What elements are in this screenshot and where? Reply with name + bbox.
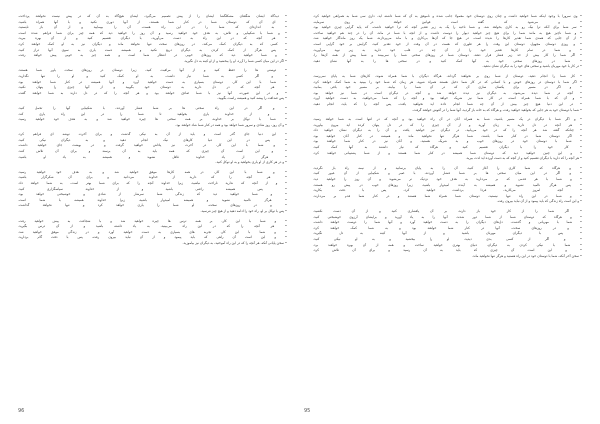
text-line: • و هرگاه که شما کاری را آغاز کنید، آن را به پایان برسانید و از نیمه راه باز نگردید. xyxy=(313,165,582,170)
text-line: • اگر در این میان کسی شما را آزرد، او را ببخشید و از او کینه به دل نگیرید. xyxy=(183,58,287,63)
text-line: • و این است راه زندگی که باید پیمود و از آن نباید بیرون رفت. xyxy=(496,199,582,204)
text-line: • پس صداقت را پیشه کنید و همیشه راست بگویید. xyxy=(217,96,287,101)
text-line: • و می‌شود که گفته است قوانین خواهد در روی سرمایه. xyxy=(313,19,582,24)
text-line: • و در روزهای سخت، آنها در کنار شما خواهند بود و به شما کمک خواهند کرد. xyxy=(313,225,582,230)
text-line: • از آن جایی که همه‌ی شما تقدیر کارها را ندیده است، در هیچ جا که آن‌ها بی‌کاری و با ماند می‌پردازند، شما یک روز ماندگار خواهید شد. xyxy=(313,36,582,41)
text-line: • هرگز از یاد خداوند غافل نشوید و همیشه به یاد او باشید. xyxy=(18,154,287,159)
text-line: • شما با این کار، دوستان بسیاری به دست خواهید آورد و آنها همیشه در کنار شما خواهند بود. xyxy=(18,79,287,84)
text-line: • و اگر کسی به شما نیاز داشت، به او کمک کنید و او را تنها نگذارید. xyxy=(18,73,287,78)
text-line: • و اگر در مسیر برای یکسان سازی آن که در آن شما را بیابند، بر مسیر خود باقی بمانید. xyxy=(313,85,582,90)
right-page xyxy=(313,14,582,402)
text-line: • و شما با این کار، بر همه ترس ها چیره خواهید شد و با شجاعت به پیش خواهید رفت. xyxy=(18,218,287,223)
text-line: • و در این صورت، آنها نیز با شما صادق خواهند بود و هر آنچه را که در دل دارند به شما خواهند گفت. xyxy=(18,90,287,95)
text-line: • اگر شما با دوستان در روزهای خوش و با کسانی که در کار شما دخیل هستند همراه شوید، هر زمان که شما خود را ببینید به شما کمک خواهند کرد. xyxy=(313,79,582,84)
text-line: • پس با دیگران مهربان باشید و از آنها کینه به دل نگیرید. xyxy=(313,231,582,236)
right-page-text xyxy=(313,14,582,259)
text-line: • و شما با این کار، تجربه های بسیاری به دست خواهید آورد و در زندگی موفق خواهید شد. xyxy=(18,229,287,234)
text-line: • ای آن که دوستان شما در کنار شما هستند، از آنها دوری نکنید و با آنها همراه باشید. xyxy=(18,19,287,24)
text-line: • به اندازه‌ای که شما را در این راه هست، آن را بپیمایید و از آن باز نایستید. xyxy=(18,25,287,30)
text-line: • شما با توکل بر خداوند، بر همه سختی ها چیره خواهید شد و به هدف خود خواهید رسید. xyxy=(18,117,287,122)
text-line: • و این است آن چیزی که همه باید به آن برسند و برای آن تلاش کنند. xyxy=(18,149,287,154)
text-line: • دوستی ها را حفظ کنید و از آنها مراقبت کنید، زیرا دوستان در روزهای سخت یاور شما هستند. xyxy=(18,68,287,73)
text-line: • سخن آخر آنکه، شما با دوستان خود در این راه هستید و هرگز تنها نخواهید ماند. xyxy=(471,253,582,258)
text-line: • پس همیشه راضی باشید و از خداوند سپاسگزاری کنید. xyxy=(18,186,287,191)
left-page-text xyxy=(18,14,287,247)
text-line: • شما با دوستان خود در روزهای خوب و بد شریک هستید، و آنان نیز در کنار شما خواهند بود. xyxy=(313,139,582,144)
text-line: • هر آنچه که در دل دارید به دوستان خود بگویید و از آنها چیزی را پنهان نکنید. xyxy=(18,85,287,90)
text-line: • هر آنچه در دل دارید به زبان آورید و از آن چیزی را که در دل پنهان کرده اید بیرون بیاورید. xyxy=(313,122,582,127)
text-line: • شما با نیکی کردن به دیگران، دنیای بهتری خواهید ساخت و همه از آن بهره خواهند برد. xyxy=(313,242,582,247)
left-page-number: 96 xyxy=(18,408,25,414)
text-line: • و شما با این کار، در آخرت نیز پاداش خواهید گرفت و در بهشت جای خواهید داشت. xyxy=(18,143,287,148)
text-line: • و آن روز، روز شادی و سرور شما خواهد بود و همه در کنار شما شاد خواهند بود. xyxy=(175,122,287,127)
text-line: • و این است آن راهی که باید پیمود و از آن نباید بیرون رفت، پس با دقت گام بردارید. xyxy=(18,235,287,240)
text-line: • و هرگاه که دوستان شما از شما دور شدند، آنها را به یاد آورید و برایشان آرزوی خوشبختی کنید. xyxy=(313,214,582,219)
text-line: • هر آنچه را که در این راه می‌بینید، به یاد داشته باشید و از آن درس بگیرید. xyxy=(18,224,287,229)
text-line: • هر آنچه را که دارید با دیگران تقسیم کنید و از آنچه که به دست آورده اید لذت ببرید. xyxy=(465,156,582,161)
text-line: • وی سرورا با وجود اینکه شما خواهید داشت و چنان روی دوستان خود معمولا جانب شده و ناموفق به آن که شما داشته اید، داری سی شما به همراهی خواهید کرد. xyxy=(313,14,582,18)
text-line: • شما با دوستان خود به هر جایی که بخواهید خواهید رفت، و هرگاه که به خانه باز گردید، آنها شما را در آغوش خواهند گرفت. xyxy=(412,107,582,112)
text-line: • کار خود را با دیگران تقسیم کنید و هرگاه که نیاز داشتند به آنها کمک کنید. xyxy=(313,145,582,150)
text-line: • چنانکه گفته شد هر آنچه را که در خود می‌یابید، در دیگران نیز خواهید یافت و آن را به دیگران نشان خواهید داد. xyxy=(313,128,582,133)
text-line: • و شما خواهید دید که زندگی شما سرشار از شادی و خوشبختی خواهد بود. xyxy=(18,192,287,197)
text-line: • این دنیا جای گذر است و باید از آن به نیکی گذشت و برای آخرت توشه ای فراهم کرد. xyxy=(18,132,287,137)
text-line: • و در هر کاری از او یاری بخواهید و به او توکل کنید. xyxy=(215,160,287,165)
text-line: • و اگر در این راه سختی ها بر شما فشار آوردند، با شکیبایی آنها را تحمل کنید. xyxy=(18,105,287,110)
text-line: • و شما در این راه تنها نیستید، دوستان شما همراه شما هستند و در کنار شما قدم بر می‌دارند. xyxy=(313,193,582,198)
text-line: • و آن که با شما همراه است، در کار شما نیز شریک خواهد بود و آنچه را که شما می‌خواهید، به دست خواهید آورد. xyxy=(313,96,582,101)
text-line: • در این دنیا هیچ چیز بیش از آن چه شما انجام داده اید نخواهید یافت، پس آنچه را که باید، انجام دهید. xyxy=(313,101,582,106)
text-line: • آنچه در شما دیده می‌شود، به دیگران نیز دیده خواهد شد و آنچه در دیگران است، در شما نیز خواهد بود. xyxy=(313,90,582,95)
text-line: • و شما در تمام کارها تقدیر خود را از آن چه در قلب خود دارید به زیر نوید می‌آورید. xyxy=(313,47,582,52)
text-line: • و اگر شما با دیگران در یک مسیر باشید، شما به همراه آنان در آن راه خواهید بود و آنچه که در انتها است به شما خواهد رسید. xyxy=(313,117,582,122)
text-line: • و شما با هر قدمی که بر می‌دارید به هدف خود نزدیک تر می‌شوید و آن روز را خواهید دید. xyxy=(313,177,582,182)
text-line: • و شما با شکیبایی و تلاش، به هدف خود خواهید رسید و آن روز را خواهید دید که همه چیز برای شما فراهم شده است. xyxy=(18,30,287,35)
text-line: • پس هرگز ناامید نشوید و همیشه به آینده امیدوار باشید، زیرا روزهای خوب در پیش رو هستند. xyxy=(313,182,582,187)
text-line: • در کار با خود مهربان باشید و سختی های خود را به دیگران نشان ندهید. xyxy=(482,64,582,69)
text-line: • هرگز ناامید نشوید و همیشه امیدوار باشید، زیرا خداوند همیشه با شما است. xyxy=(18,197,287,202)
text-line: • دیدگاه ایشان شگفتان مشکلگشا ایشان را از پیش تصمیم می‌گیرد، ایشان هیچ‌گاه به آن که در پیش نیست نخواهند پرداخت. xyxy=(18,14,287,18)
text-line: • پس با توکل بر او، راه خود را ادامه دهید و از هیچ چیز نترسید. xyxy=(200,209,287,213)
text-line: • شما با مهربانی و گذشت، دل‌های دیگران را به دست خواهید آورد و آنها شما را دوست خواهند داشت. xyxy=(313,220,582,225)
right-page-number: 95 xyxy=(304,408,311,414)
text-line: • و شما ناچیز هیچ به مانند شما را برای هیچ چیز خواهید دیوار را دوست داشت و از انچه با شما در ماند، آن را در چند هم خواهید ساخت. xyxy=(313,30,582,35)
text-line: • اگر دوستان شما در کنار شما باشند، شما هرگز تنها نخواهید ماند و همیشه در کنار آنان خواهید بود. xyxy=(313,133,582,138)
text-line: • و شما با این کار، در همه کارها موفق خواهید شد و به هدف خود خواهید رسید. xyxy=(18,169,287,174)
left-page xyxy=(18,14,287,402)
text-line: • و در روزهای سخت، او شما را یاری خواهد کرد و تنها نخواهد گذاشت. xyxy=(18,203,287,208)
text-line: • پس در این دنیا کارهای نیک انجام دهید و به دیگران نیکی کنید. xyxy=(18,137,287,142)
text-line: • آنچه امروز می‌کارید، فردا برداشت خواهید کرد، پس با دقت بکارید. xyxy=(313,188,582,193)
text-line: • و شما خواهید دید که روزهای خوبی در انتظار شما است و همه چیز به خوبی پیش خواهد رفت. xyxy=(18,53,287,58)
text-line: • پس هرگز از کمک کردن به دیگران دریغ نکنید و همیشه دست یاری به سوی آنها دراز کنید. xyxy=(18,47,287,52)
text-line: • کار شما را انجام دهید، دوستان از شما روی بر نخواهند گرداند، هرگاه دیگران با شما همراه شوند، کارهای شما به پایان نمی‌رسد. xyxy=(313,73,582,78)
text-line: • و این چنین خواهید دید که دوستان شما همیشه در کنار شما هستند و از شما پشتیبانی خواهند کرد. xyxy=(313,150,582,155)
text-line: • کسی که به دیگران کمک می‌کند، در روزهای سخت تنها نخواهد ماند و دیگران نیز به او کمک خواهند کرد. xyxy=(18,41,287,46)
text-line: • و از خداوند یاری بخواهید تا شما را در این راه یاری کند. xyxy=(18,111,287,116)
text-line: • شما در روزهای سختی خود به آنها کمک کنید و در سختی ها را به آنها نشان دهید. xyxy=(313,58,582,63)
text-line: • اگر شما را از کار خود باز دارند، بر آن پافشاری کنید و از آن دست نکشید. xyxy=(313,209,582,213)
text-line: • و اگر از کسی بدی دیدید، او را ببخشید و به او نیکی کنید. xyxy=(313,236,582,241)
text-line: • سر شما برای آنکه ترا نیک رو به کاری بخواهد شد، و شما ناحیه را یک به زیر تقدیر آنچه که ترا خواهید داشت، که پایه گرایی چیزی خواهید بود. xyxy=(313,25,582,30)
text-line: • و این است آن چیزی که باید به آن رسید و برای آن تلاش کرد. xyxy=(313,248,582,253)
text-line: • هر آنچه که در این راه به دست می‌آورید، با دیگران تقسیم کنید و از آن بهره ببرید. xyxy=(18,36,287,41)
text-line: • سخن پایانی آنکه، هر آنچه را که در این راه آموختید، به دیگران نیز بیاموزید. xyxy=(182,240,287,245)
text-line: • و اگر در این میان سختی ها بر شما فشار آوردند، با صبر و شکیبایی از آن عبور کنید. xyxy=(313,171,582,176)
text-line: • و از آنچه که ندارید ناراحت نباشید، زیرا خداوند آنچه را که برای شما بهتر است، به شما خواهد داد. xyxy=(18,181,287,186)
text-line: • اگر شما را کار بیش از حد زیر فشار قرار دهند، دوستان شما در روزهای سختی شما را نمی‌بینند و شما پیش از همه آن‌ها را. xyxy=(313,53,582,58)
text-line: • و روزی دوستان مجهول، دوستان این وقت را هر طوری که هست در آن وقت از خود تقدیر کنید، گرایش بر خود گرایی است. xyxy=(313,41,582,46)
text-line: • هر آنچه را که دارید از خداوند می‌دانید و برای آن شکرگزار باشید. xyxy=(18,175,287,180)
